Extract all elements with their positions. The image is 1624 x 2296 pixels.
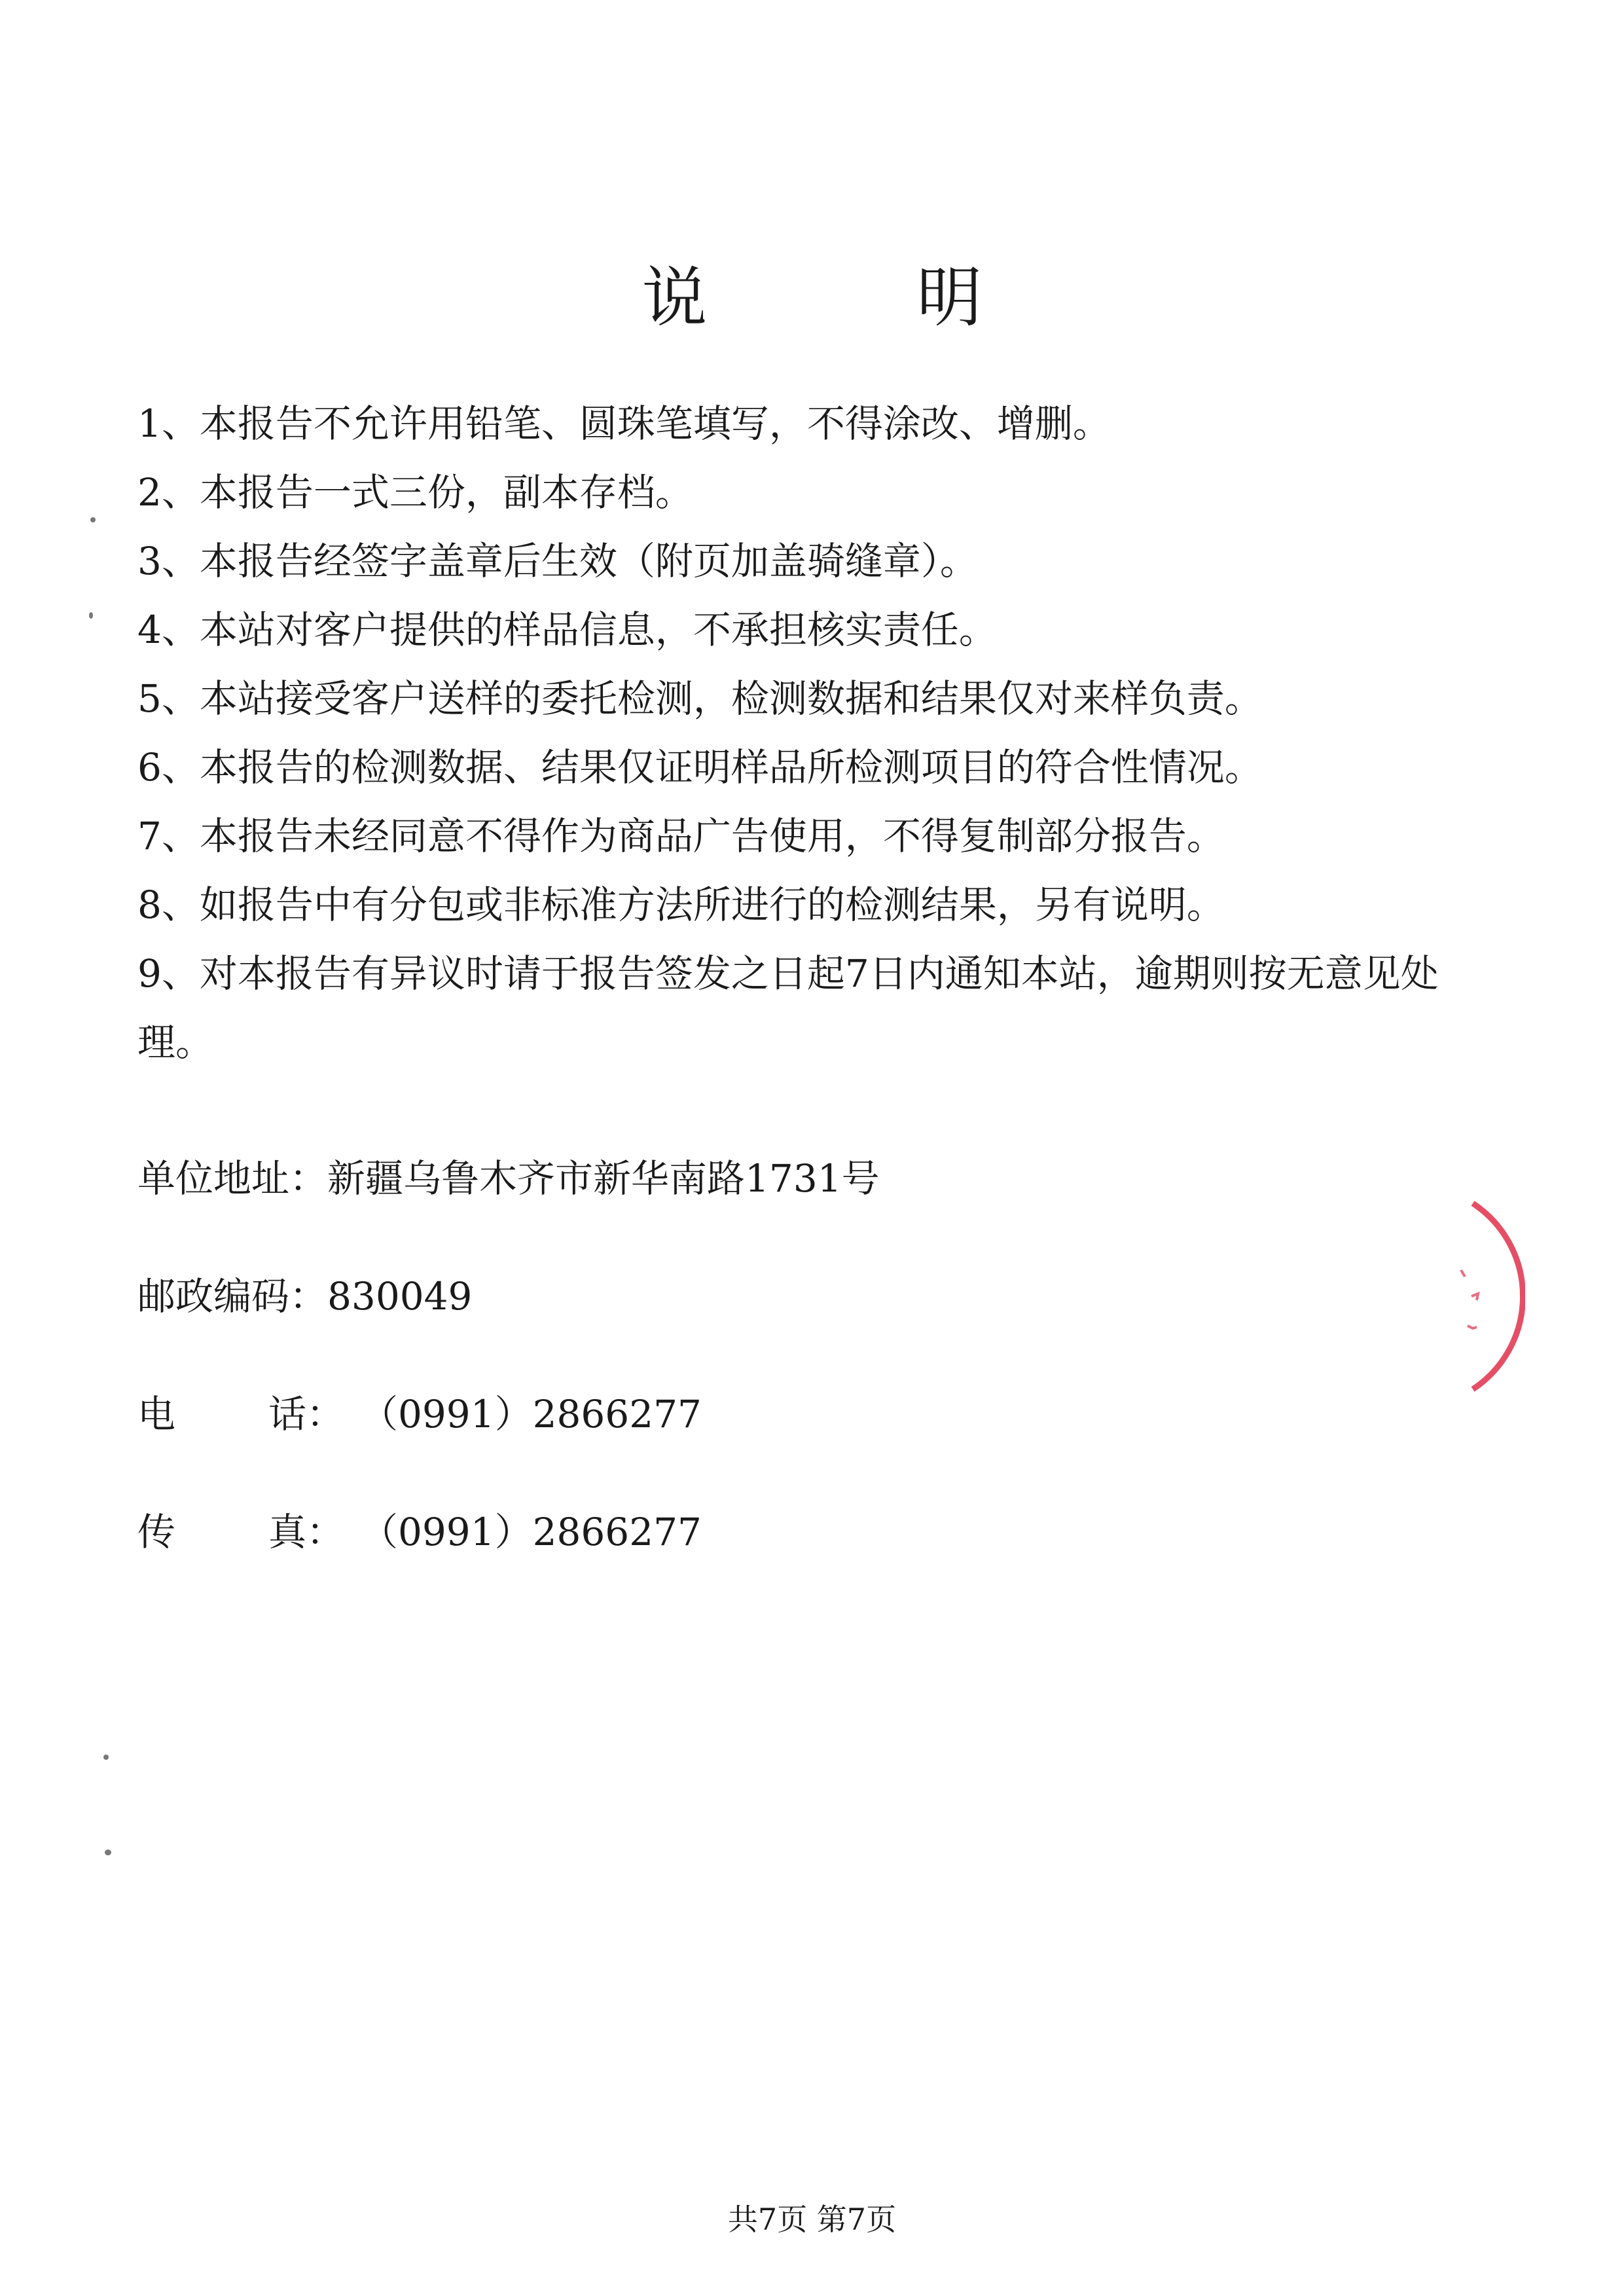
note-item-6: 6、本报告的检测数据、结果仅证明样品所检测项目的符合性情况。 [137, 745, 1263, 790]
scan-dot [90, 517, 96, 522]
phone-label-char-2: 话： [268, 1392, 345, 1436]
postcode-row [137, 1270, 1381, 1322]
phone-value: （0991）2866277 [360, 1392, 702, 1436]
note-item-8: 8、如报告中有分包或非标准方法所进行的检测结果，另有说明。 [137, 883, 1225, 927]
note-item-3: 3、本报告经签字盖章后生效（附页加盖骑缝章）。 [137, 539, 978, 583]
scan-dot [105, 1850, 111, 1855]
page-title [0, 252, 1624, 344]
scan-dot [103, 1755, 109, 1760]
seal-stamp-fragment [1420, 1198, 1525, 1394]
postcode-value: 830049 [327, 1274, 473, 1319]
address-label: 单位地址： [137, 1156, 328, 1201]
note-item-7: 7、本报告未经同意不得作为商品广告使用，不得复制部分报告。 [137, 814, 1225, 858]
phone-row [137, 1388, 1381, 1440]
phone-label [137, 1388, 360, 1440]
postcode-label: 邮政编码： [137, 1274, 328, 1319]
phone-label-char-1: 电 [137, 1392, 176, 1436]
note-item-4: 4、本站对客户提供的样品信息，不承担核实责任。 [137, 608, 997, 652]
note-item-2: 2、本报告一式三份，副本存档。 [137, 470, 693, 515]
fax-value: （0991）2866277 [360, 1510, 702, 1554]
fax-row [137, 1506, 1381, 1558]
fax-label-char-2: 真： [268, 1510, 345, 1554]
address-value: 新疆乌鲁木齐市新华南路1731号 [327, 1156, 880, 1201]
note-item-9: 9、对本报告有异议时请于报告签发之日起7日内通知本站，逾期则按无意见处理。 [137, 951, 1439, 1065]
notes-list [137, 390, 1499, 1077]
page-number-footer: 共7页 第7页 [727, 2202, 897, 2237]
title-char-2: 明 [916, 259, 983, 336]
fax-label [137, 1506, 360, 1558]
fax-label-char-1: 传 [137, 1510, 176, 1554]
title-char-1: 说 [641, 259, 708, 336]
note-item-5: 5、本站接受客户送样的委托检测，检测数据和结果仅对来样负责。 [137, 676, 1263, 721]
note-item-1: 1、本报告不允许用铅笔、圆珠笔填写，不得涂改、增删。 [137, 401, 1111, 446]
scan-dot [89, 612, 93, 619]
address-row [137, 1152, 1381, 1205]
